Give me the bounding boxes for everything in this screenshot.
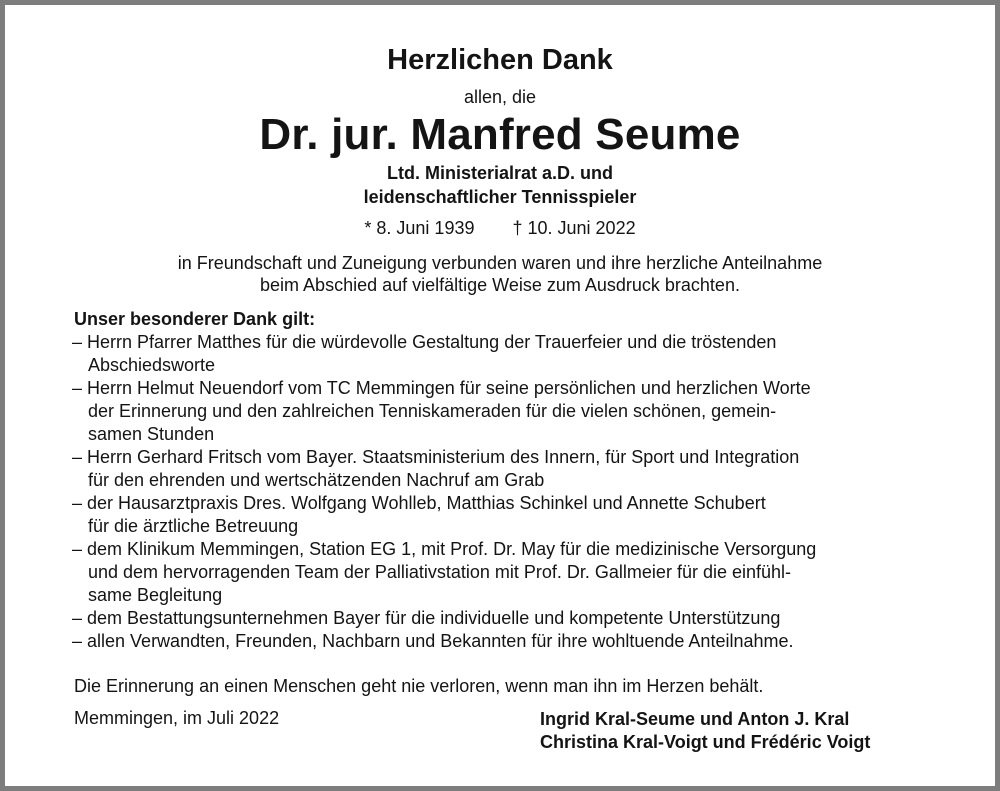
signers	[540, 708, 870, 754]
notice-heading: Herzlichen Dank	[387, 44, 613, 76]
signer-line: Ingrid Kral-Seume und Anton J. Kral	[540, 709, 850, 729]
thanks-item-line: – allen Verwandten, Freunden, Nachbarn und Bekannten für ihre wohltuende Anteilnahme.	[72, 631, 794, 651]
deceased-title-line-2: leidenschaftlicher Tennisspieler	[363, 187, 637, 207]
intro-line-2: beim Abschied auf vielfältige Weise zum Ausdruck brachten.	[260, 275, 740, 295]
closing-quote: Die Erinnerung an einen Menschen geht nie verloren, wenn man ihn im Herzen behält.	[74, 676, 764, 696]
thanks-item-line: für den ehrenden und wertschätzenden Nachruf am Grab	[88, 470, 545, 490]
thanks-list	[72, 331, 952, 653]
thanks-item-line: – Herrn Helmut Neuendorf vom TC Memmingen für seine persönlichen und herzlichen Worte	[72, 378, 811, 398]
thanks-item	[72, 492, 952, 538]
thanks-item-line: für die ärztliche Betreuung	[88, 516, 299, 536]
thanks-item-line: samen Stunden	[88, 424, 215, 444]
thanks-item-line: same Begleitung	[88, 585, 223, 605]
thanks-item	[72, 607, 952, 630]
deceased-name: Dr. jur. Manfred Seume	[259, 110, 741, 159]
thanks-item	[72, 538, 952, 607]
place-and-date: Memmingen, im Juli 2022	[74, 708, 280, 728]
deceased-title-line-1: Ltd. Ministerialrat a.D. und	[386, 163, 614, 183]
thanks-item	[72, 446, 952, 492]
thanks-item-line: – der Hausarztpraxis Dres. Wolfgang Wohlleb, Matthias Schinkel und Annette Schubert	[72, 493, 766, 513]
intro-line-1: in Freundschaft und Zuneigung verbunden waren und ihre herzliche Anteilnahme	[177, 253, 823, 273]
thanks-item	[72, 377, 952, 446]
thanks-item-line: Abschiedsworte	[88, 355, 216, 375]
thanks-item-line: – dem Bestattungsunternehmen Bayer für die individuelle und kompetente Unterstützung	[72, 608, 781, 628]
death-date: † 10. Juni 2022	[512, 218, 636, 238]
birth-date: * 8. Juni 1939	[364, 218, 475, 238]
thanks-item-line: – Herrn Pfarrer Matthes für die würdevolle Gestaltung der Trauerfeier und die tröstenden	[72, 332, 777, 352]
thanks-item-line: der Erinnerung und den zahlreichen Tenniskameraden für die vielen schönen, gemein-	[88, 401, 777, 421]
notice-preface: allen, die	[463, 87, 537, 107]
thanks-heading: Unser besonderer Dank gilt:	[74, 309, 316, 329]
thanks-item-line: und dem hervorragenden Team der Palliativstation mit Prof. Dr. Gallmeier für die einfühl-	[88, 562, 792, 582]
thanks-item	[72, 630, 952, 653]
life-dates	[0, 218, 1000, 239]
thanks-item	[72, 331, 952, 377]
thanks-item-line: – Herrn Gerhard Fritsch vom Bayer. Staatsministerium des Innern, für Sport und Integration	[72, 447, 800, 467]
thanks-item-line: – dem Klinikum Memmingen, Station EG 1, mit Prof. Dr. May für die medizinische Versorgung	[72, 539, 817, 559]
signer-line: Christina Kral-Voigt und Frédéric Voigt	[540, 732, 871, 752]
